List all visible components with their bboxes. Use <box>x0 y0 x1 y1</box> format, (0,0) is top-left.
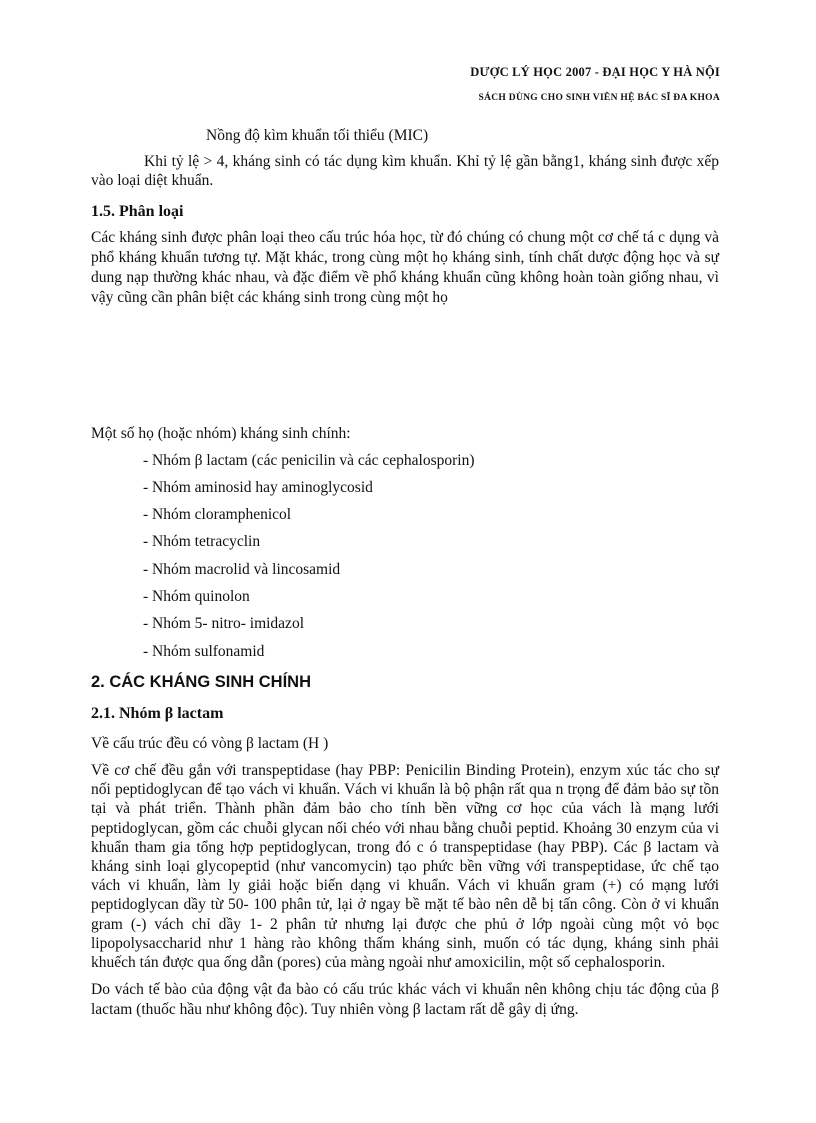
list-item: - Nhóm tetracyclin <box>143 533 261 550</box>
running-header-title: DƯỢC LÝ HỌC 2007 - ĐẠI HỌC Y HÀ NỘI <box>470 65 720 79</box>
section-1-5-paragraph: Các kháng sinh được phân loại theo cấu trúc hóa học, từ đó chúng có chung một cơ chế tá c dụng và phổ kháng khuẩn tương tự. Mặt khác, trong cùng một họ kháng sinh, tính chất dược động học và sự dung nạp thường khác nhau, và đặc điểm về phổ kháng khuẩn cũng không hoàn toàn giống nhau, vì vậy cũng cần phân biệt các kháng sinh trong cùng một họ <box>91 229 719 306</box>
mechanism-paragraph: Về cơ chế đều gắn với transpeptidase (hay PBP: Penicilin Binding Protein), enzym xúc tác cho sự nối peptidoglycan để tạo vách vi khuẩn. Vách vi khuẩn là bộ phận rất qua n trọng để đảm bảo sự tồn tại và phát triển. Thành phần đảm bảo cho tính bền vững cơ học của vách là mạng lưới peptidoglycan, gồm các chuỗi glycan nối chéo với nhau bằng chuỗi peptid. Khoảng 30 enzym của vi khuẩn tham gia tổng hợp peptidoglycan, trong đó c ó transpeptidase (hay PBP). Các β lactam và kháng sinh loại glycopeptid (như vancomycin) tạo phức bền vững với transpeptidase, ức chế tạo vách vi khuẩn, làm ly giải hoặc biến dạng vi khuẩn. Vách vi khuẩn gram (+) có mạng lưới peptidoglycan dầy từ 50- 100 phân tử, lại ở ngay bề mặt tế bào nên dễ bị tấn công. Còn ở vi khuẩn gram (-) vách chỉ dầy 1- 2 phân tử nhưng lại được che phủ ở lớp ngoài cùng một vỏ bọc lipopolysaccharid như 1 hàng rào không thấm kháng sinh, muốn có tác dụng, kháng sinh phải khuếch tán được qua ống dẫn (pores) của màng ngoài như amoxicilin, một số cephalosporin. <box>91 762 719 972</box>
list-item: - Nhóm aminosid hay aminoglycosid <box>143 479 373 496</box>
toxicity-paragraph: Do vách tế bào của động vật đa bào có cấu trúc khác vách vi khuẩn nên không chịu tác động của β lactam (thuốc hầu như không độc). Tuy nhiên vòng β lactam rất dễ gây dị ứng. <box>91 981 719 1018</box>
list-item: - Nhóm sulfonamid <box>143 643 265 660</box>
list-item: - Nhóm β lactam (các penicilin và các cephalosporin) <box>143 452 475 469</box>
ratio-paragraph: Khi tỷ lệ > 4, kháng sinh có tác dụng kìm khuẩn. Khỉ tỷ lệ gần bằng1, kháng sinh được xếp vào loại diệt khuẩn. <box>91 153 719 189</box>
section-2-1-heading: 2.1. Nhóm β lactam <box>91 705 224 722</box>
list-item: - Nhóm cloramphenicol <box>143 506 292 523</box>
groups-intro: Một số họ (hoặc nhóm) kháng sinh chính: <box>91 425 351 442</box>
list-item: - Nhóm macrolid và lincosamid <box>143 561 341 578</box>
structure-line: Về cấu trúc đều có vòng β lactam (H ) <box>91 735 329 752</box>
list-item: - Nhóm 5- nitro- imidazol <box>143 615 304 632</box>
running-header-subtitle: SÁCH DÙNG CHO SINH VIÊN HỆ BÁC SĨ ĐA KHOA <box>478 93 720 103</box>
list-item: - Nhóm quinolon <box>143 588 250 605</box>
section-1-5-heading: 1.5. Phân loại <box>91 203 184 220</box>
section-2-heading: 2. CÁC KHÁNG SINH CHÍNH <box>91 673 312 691</box>
mic-line: Nồng độ kìm khuẩn tối thiểu (MIC) <box>206 127 429 144</box>
